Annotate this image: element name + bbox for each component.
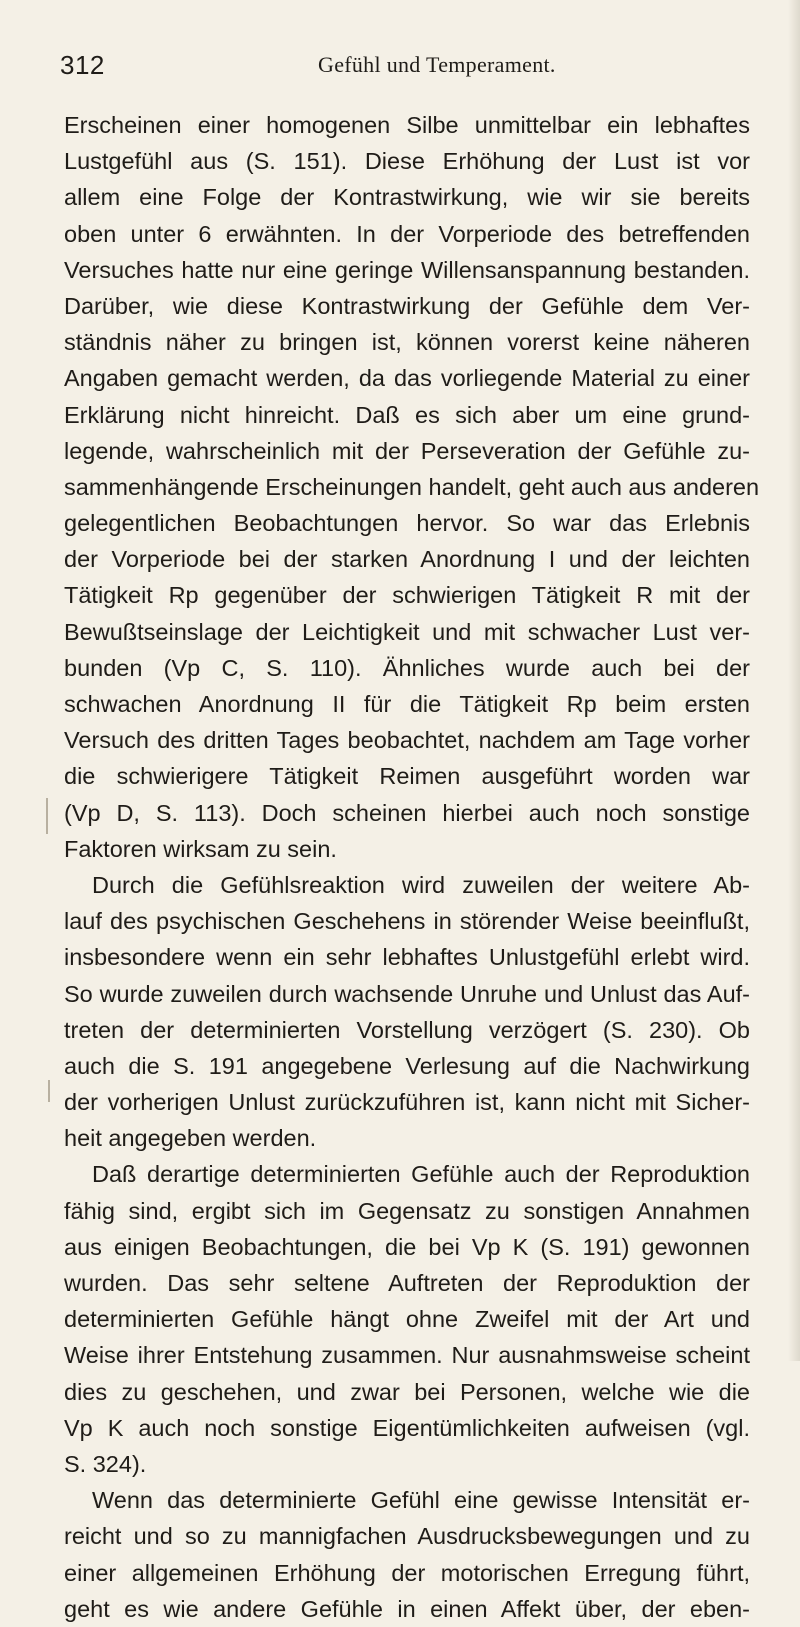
text-line: reicht und so zu mannigfachen Ausdrucksbewegungen und zu <box>64 1523 750 1550</box>
text-line: aus einigen Beobachtungen, die bei Vp K (S. 191) gewonnen <box>64 1233 750 1260</box>
running-head: Gefühl und Temperament. <box>318 52 556 77</box>
text-line: bunden (Vp C, S. 110). Ähnliches wurde auch bei der <box>64 654 750 681</box>
text-line: einer allgemeinen Erhöhung der motorischen Erregung führt, <box>64 1559 750 1586</box>
text-line: sammenhängende Erscheinungen handelt, geht auch aus anderen <box>64 473 760 500</box>
text-line: auch die S. 191 angegebene Verlesung auf die Nachwirkung <box>64 1052 750 1079</box>
text-line: der Vorperiode bei der starken Anordnung I und der leichten <box>64 546 750 573</box>
text-line: Erscheinen einer homogenen Silbe unmittelbar ein lebhaftes <box>64 112 750 138</box>
paragraph-start-line: Daß derartige determinierten Gefühle auch der Reproduktion <box>92 1161 750 1188</box>
text-line: lauf des psychischen Geschehens in störender Weise beeinflußt, <box>64 908 750 935</box>
paragraph-start-line: Durch die Gefühlsreaktion wird zuweilen der weitere Ab- <box>92 871 750 898</box>
text-line: oben unter 6 erwähnten. In der Vorperiode des betreffenden <box>64 220 750 247</box>
text-line: So wurde zuweilen durch wachsende Unruhe und Unlust das Auf- <box>64 980 750 1007</box>
paragraph-start-line: Wenn das determinierte Gefühl eine gewisse Intensität er- <box>92 1487 750 1514</box>
paragraph-end-line: S. 324). <box>64 1450 147 1477</box>
text-line: treten der determinierten Vorstellung verzögert (S. 230). Ob <box>64 1016 750 1043</box>
text-line: legende, wahrscheinlich mit der Perseveration der Gefühle zu- <box>64 437 750 464</box>
text-line: geht es wie andere Gefühle in einen Affekt über, der eben- <box>64 1595 750 1622</box>
text-line: Versuches hatte nur eine geringe Willensanspannung bestanden. <box>64 256 750 283</box>
text-line: allem eine Folge der Kontrastwirkung, wie wir sie bereits <box>64 184 750 211</box>
text-line: gelegentlichen Beobachtungen hervor. So war das Erlebnis <box>64 510 750 537</box>
text-line: ständnis näher zu bringen ist, können vorerst keine näheren <box>64 329 750 356</box>
text-line: wurden. Das sehr seltene Auftreten der Reproduktion der <box>64 1270 750 1296</box>
text-line: Bewußtseinslage der Leichtigkeit und mit schwacher Lust ver- <box>64 618 750 645</box>
page-number: 312 <box>60 50 105 80</box>
text-line: (Vp D, S. 113). Doch scheinen hierbei auch noch sonstige <box>64 799 750 826</box>
text-line: fähig sind, ergibt sich im Gegensatz zu sonstigen Annahmen <box>64 1197 750 1224</box>
text-line: Erklärung nicht hinreicht. Daß es sich aber um eine grund- <box>64 401 750 428</box>
text-line: Weise ihrer Entstehung zusammen. Nur ausnahmsweise scheint <box>64 1342 750 1369</box>
paragraph-end-line: Faktoren wirksam zu sein. <box>64 835 337 862</box>
text-line: der vorherigen Unlust zurückzuführen ist, kann nicht mit Sicher- <box>64 1089 750 1116</box>
text-line: determinierten Gefühle hängt ohne Zweifel mit der Art und <box>64 1306 750 1333</box>
text-line: insbesondere wenn ein sehr lebhaftes Unlustgefühl erlebt wird. <box>64 944 750 971</box>
text-line: Tätigkeit Rp gegenüber der schwierigen Tätigkeit R mit der <box>64 582 750 609</box>
text-line: Lustgefühl aus (S. 151). Diese Erhöhung der Lust ist vor <box>64 148 750 175</box>
text-line: schwachen Anordnung II für die Tätigkeit Rp beim ersten <box>64 691 750 717</box>
margin-mark <box>46 798 48 834</box>
text-line: Versuch des dritten Tages beobachtet, nachdem am Tage vorher <box>64 727 750 754</box>
paragraph-end-line: heit angegeben werden. <box>64 1125 317 1152</box>
text-line: Darüber, wie diese Kontrastwirkung der Gefühle dem Ver- <box>64 292 750 319</box>
margin-mark <box>48 1080 50 1102</box>
text-line: Angaben gemacht werden, da das vorliegende Material zu einer <box>64 365 750 392</box>
text-line: Vp K auch noch sonstige Eigentümlichkeiten aufweisen (vgl. <box>64 1414 750 1441</box>
text-line: dies zu geschehen, und zwar bei Personen, welche wie die <box>64 1378 750 1405</box>
page-edge-shadow <box>788 0 800 1361</box>
text-line: die schwierigere Tätigkeit Reimen ausgeführt worden war <box>64 763 750 790</box>
body-text <box>64 107 760 1627</box>
page-header <box>60 50 750 90</box>
